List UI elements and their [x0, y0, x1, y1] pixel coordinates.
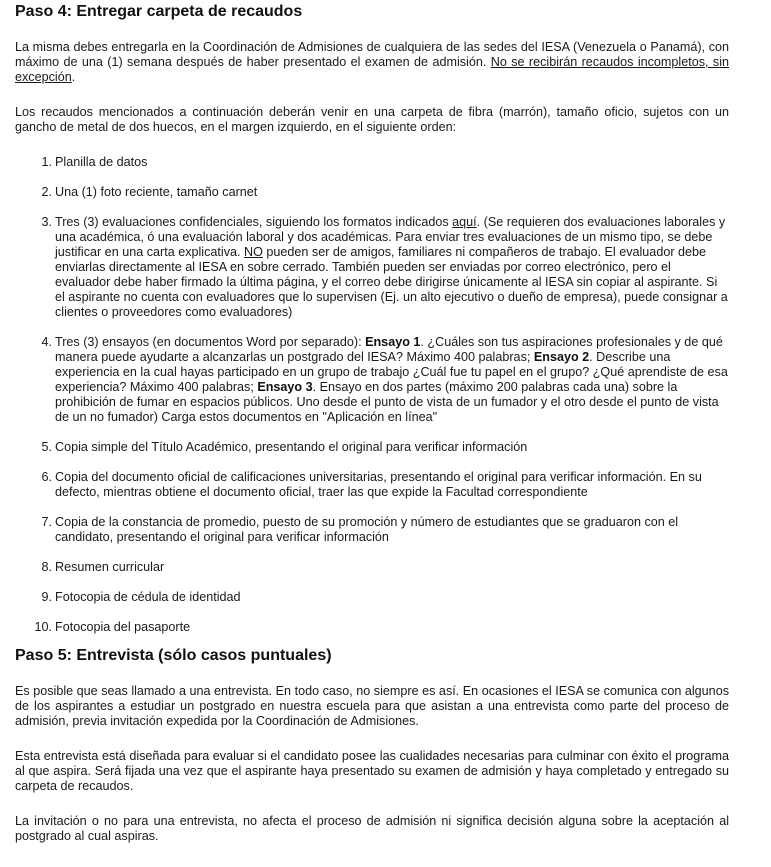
list-item-number: 5.	[41, 440, 52, 454]
paso5-paragraph-3: La invitación o no para una entrevista, no afecta el proceso de admisión ni significa decisión alguna sobre la aceptación al postgrado al cual aspiras.	[15, 814, 729, 843]
list-item	[15, 560, 729, 575]
list-item-number: 9.	[41, 590, 52, 604]
essay-2-label: Ensayo 2	[533, 350, 590, 364]
essays-text-a: Tres (3) ensayos (en documentos Word por separado):	[55, 335, 366, 349]
evaluations-no-emphasis: NO	[244, 245, 263, 259]
document-page	[15, 0, 729, 844]
list-item-number: 8.	[41, 560, 52, 574]
list-item-number: 7.	[41, 515, 52, 529]
essay-3-label: Ensayo 3	[257, 380, 313, 394]
list-item-number: 10.	[34, 620, 52, 634]
list-item-number: 2.	[41, 185, 52, 199]
list-item-text: Resumen curricular	[55, 560, 165, 574]
list-item-text: Fotocopia del pasaporte	[55, 620, 191, 634]
list-item-text: Una (1) foto reciente, tamaño carnet	[55, 185, 258, 199]
list-item-text	[55, 215, 728, 319]
list-item-text: Copia de la constancia de promedio, puesto de su promoción y número de estudiantes que se graduaron con el candidato, presentando el original para verificar información	[55, 515, 679, 544]
list-item	[15, 155, 729, 170]
essay-1-label: Ensayo 1	[365, 335, 421, 349]
list-item-text: Copia del documento oficial de calificaciones universitarias, presentando el original para verificar información. En su defecto, mientras obtiene el documento oficial, traer las que expide la Facultad correspondiente	[55, 470, 702, 499]
list-item	[15, 590, 729, 605]
list-item-number: 3.	[41, 215, 52, 229]
paso5-heading: Paso 5: Entrevista (sólo casos puntuales)	[15, 647, 332, 664]
essays-text-c: . Describe una experiencia en la cual hayas participado en un grupo de trabajo ¿Cuál fue tu papel en el grupo? ¿Qué aprendiste de esa experiencia? Máximo 400 palabras;	[55, 350, 728, 394]
paso4-intro-end: .	[71, 70, 76, 84]
list-item-text: Fotocopia de cédula de identidad	[55, 590, 241, 604]
paso4-intro-text: La misma debes entregarla en la Coordinación de Admisiones de cualquiera de las sedes del IESA (Venezuela o Panamá), con máximo de una (1) semana después de haber presentado el examen de admisión.	[15, 40, 729, 69]
list-item	[15, 470, 729, 500]
essays-text-d: . Ensayo en dos partes (máximo 200 palabras cada una) sobre la prohibición de fumar en espacios públicos. Uno desde el punto de vista de un fumador y el otro desde el punto de vista de un no fumador) Carga estos documentos en "Aplicación en línea"	[55, 380, 719, 424]
list-item	[15, 515, 729, 545]
paso5-paragraph-2: Esta entrevista está diseñada para evaluar si el candidato posee las cualidades necesarias para culminar con éxito el programa al que aspira. Será fijada una vez que el aspirante haya presentado su examen de admisión y haya completado y entregado su carpeta de recaudos.	[15, 749, 729, 793]
list-item-number: 6.	[41, 470, 52, 484]
list-item-number: 4.	[41, 335, 52, 349]
list-item-number: 1.	[41, 155, 52, 169]
list-item	[15, 440, 729, 455]
paso4-intro-paragraph	[15, 40, 729, 85]
paso4-intro-underlined-note: No se recibirán recaudos incompletos, sin excepción	[15, 55, 730, 84]
list-item	[15, 185, 729, 200]
evaluations-text-c: pueden ser de amigos, familiares ni compañeros de trabajo. El evaluador debe enviarlas directamente al IESA en sobre cerrado. También pueden ser enviadas por correo electrónico, pero el evaluador debe haber firmado la última página, y el correo debe dirigirse únicamente al IESA sin copiar al aspirante. Si el aspirante no cuenta con evaluadores que lo supervisen (Ej. un alto ejecutivo o dueño de empresa), puede consignar a clientes o proveedores como evaluadores)	[55, 245, 728, 319]
paso5-paragraph-1: Es posible que seas llamado a una entrevista. En todo caso, no siempre es así. En ocasiones el IESA se comunica con algunos de los aspirantes a estudiar un postgrado en nuestra escuela para que asistan a una entrevista como parte del proceso de admisión, previa invitación expedida por la Coordinación de Admisiones.	[15, 684, 729, 728]
recaudos-list	[15, 155, 729, 635]
list-item	[15, 620, 729, 635]
evaluations-text-b: . (Se requieren dos evaluaciones laborales y una académica, ó una evaluación laboral y dos académicas. Para enviar tres evaluaciones de un mismo tipo, se debe justificar en una carta explicativa.	[55, 215, 726, 259]
evaluations-text-a: Tres (3) evaluaciones confidenciales, siguiendo los formatos indicados	[55, 215, 453, 229]
list-item	[15, 335, 729, 425]
paso4-heading: Paso 4: Entregar carpeta de recaudos	[15, 3, 303, 20]
list-item	[15, 215, 729, 320]
list-item-text	[55, 335, 728, 424]
list-item-text: Planilla de datos	[55, 155, 148, 169]
evaluation-formats-link[interactable]: aquí	[452, 215, 477, 229]
list-item-text: Copia simple del Título Académico, presentando el original para verificar información	[55, 440, 528, 454]
paso4-order-paragraph: Los recaudos mencionados a continuación deberán venir en una carpeta de fibra (marrón), tamaño oficio, sujetos con un gancho de metal de dos huecos, en el margen izquierdo, en el siguiente orden:	[15, 105, 729, 134]
essays-text-b: . ¿Cuáles son tus aspiraciones profesionales y de qué manera puede ayudarte a alcanzarlas un postgrado del IESA? Máximo 400 palabras;	[55, 335, 723, 364]
